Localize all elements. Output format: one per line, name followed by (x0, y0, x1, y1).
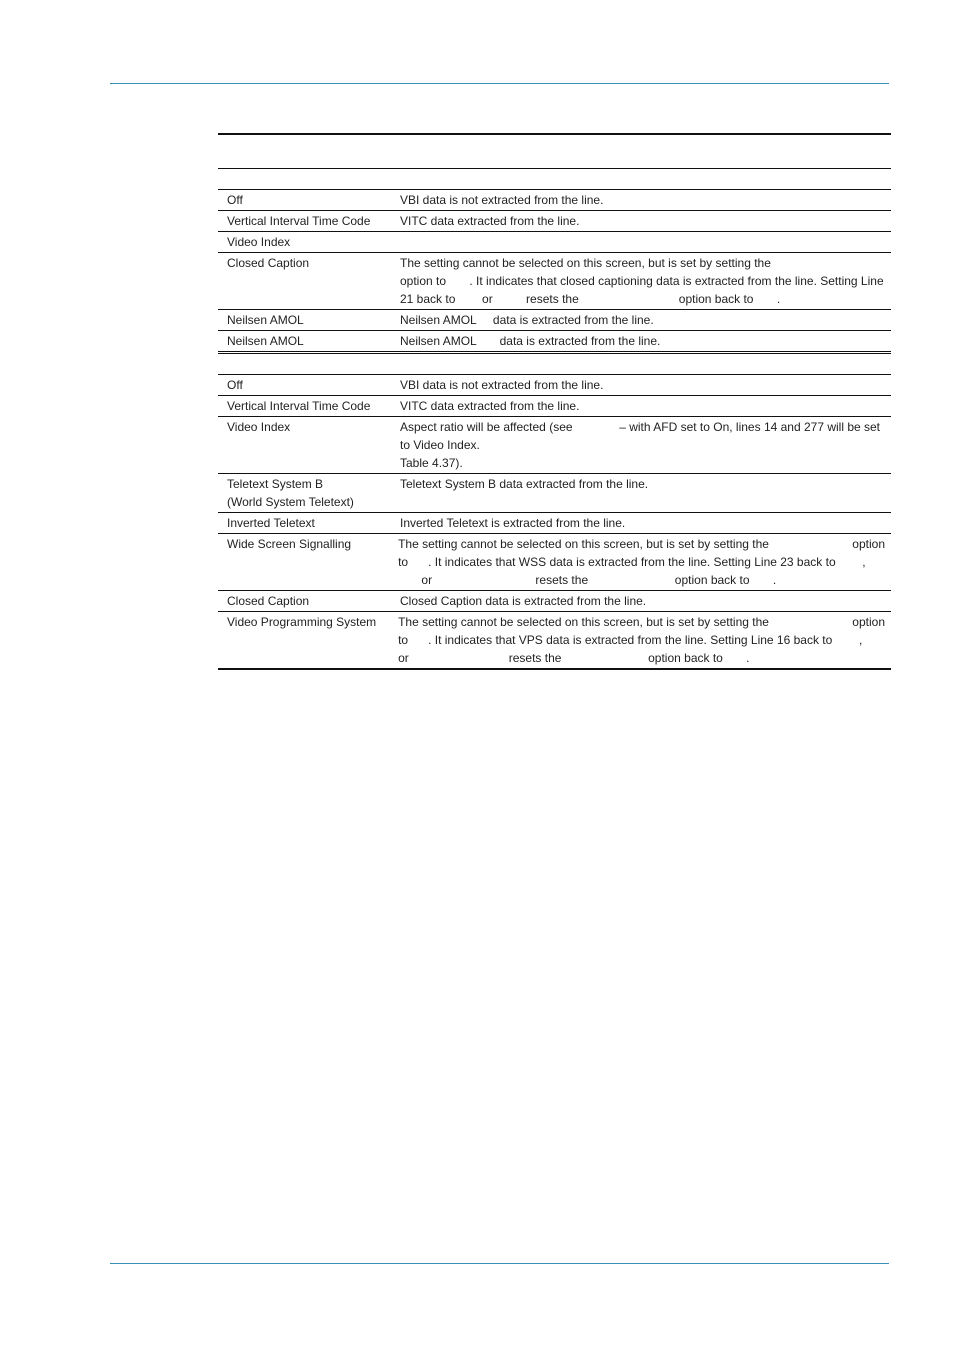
setting-description: VITC data extracted from the line. (400, 214, 580, 228)
setting-description: Closed Caption data is extracted from the line. (400, 594, 647, 608)
setting-description: VITC data extracted from the line. (400, 399, 580, 413)
setting-name: Off (227, 378, 243, 392)
setting-name: Vertical Interval Time Code (227, 399, 371, 413)
table-header (218, 135, 891, 168)
setting-name: Neilsen AMOL (227, 334, 304, 348)
setting-name: Video Programming System (227, 615, 377, 629)
table-row (218, 417, 891, 474)
field1-rows (218, 190, 891, 354)
table-row (218, 253, 891, 310)
setting-name: Inverted Teletext (227, 516, 315, 530)
field2-rows (218, 375, 891, 670)
setting-name: Closed Caption (227, 594, 310, 608)
table-row (218, 591, 891, 612)
setting-description: Aspect ratio will be affected (see – with AFD set to On, lines 14 and 277 will be set to Video Index. Table 4.37). (400, 420, 881, 470)
setting-description (391, 232, 891, 252)
table-row (218, 612, 891, 670)
setting-name: Closed Caption (227, 256, 310, 270)
table-row (218, 190, 891, 211)
vbi-table (218, 133, 891, 670)
setting-description: VBI data is not extracted from the line. (400, 378, 604, 392)
footer-rule (110, 1263, 889, 1264)
table-row (218, 474, 891, 513)
table-row (218, 513, 891, 534)
setting-description: VBI data is not extracted from the line. (400, 193, 604, 207)
setting-name: Video Index (227, 420, 291, 434)
setting-name: Wide Screen Signalling (227, 537, 352, 551)
table-row (218, 375, 891, 396)
setting-description: Neilsen AMOL data is extracted from the line. (400, 334, 661, 348)
table-row (218, 331, 891, 354)
table-row (218, 211, 891, 232)
setting-description: Teletext System B data extracted from the line. (400, 477, 649, 491)
setting-name: Vertical Interval Time Code (227, 214, 371, 228)
table-row (218, 310, 891, 331)
table-row (218, 232, 891, 253)
setting-description: The setting cannot be selected on this screen, but is set by setting the option to . It indicates that VPS data is extracted from the line. Setting Line 16 back to , or resets the option back to . (398, 615, 885, 665)
setting-name: Off (227, 193, 243, 207)
setting-name: Teletext System B (World System Teletext) (227, 477, 354, 509)
header-rule (110, 83, 889, 84)
setting-description: The setting cannot be selected on this screen, but is set by setting the option to . It indicates that closed captioning data is extracted from the line. Setting Line 21 back to or resets the option back to . (400, 256, 884, 306)
setting-name: Neilsen AMOL (227, 313, 304, 327)
setting-description: Neilsen AMOL data is extracted from the line. (400, 313, 654, 327)
table-row (218, 534, 891, 591)
setting-description: The setting cannot be selected on this screen, but is set by setting the option to . It indicates that WSS data is extracted from the line. Setting Line 23 back to , or resets the option back to . (398, 537, 885, 587)
table-row (218, 396, 891, 417)
setting-name: Video Index (227, 235, 291, 249)
setting-description: Inverted Teletext is extracted from the line. (400, 516, 626, 530)
